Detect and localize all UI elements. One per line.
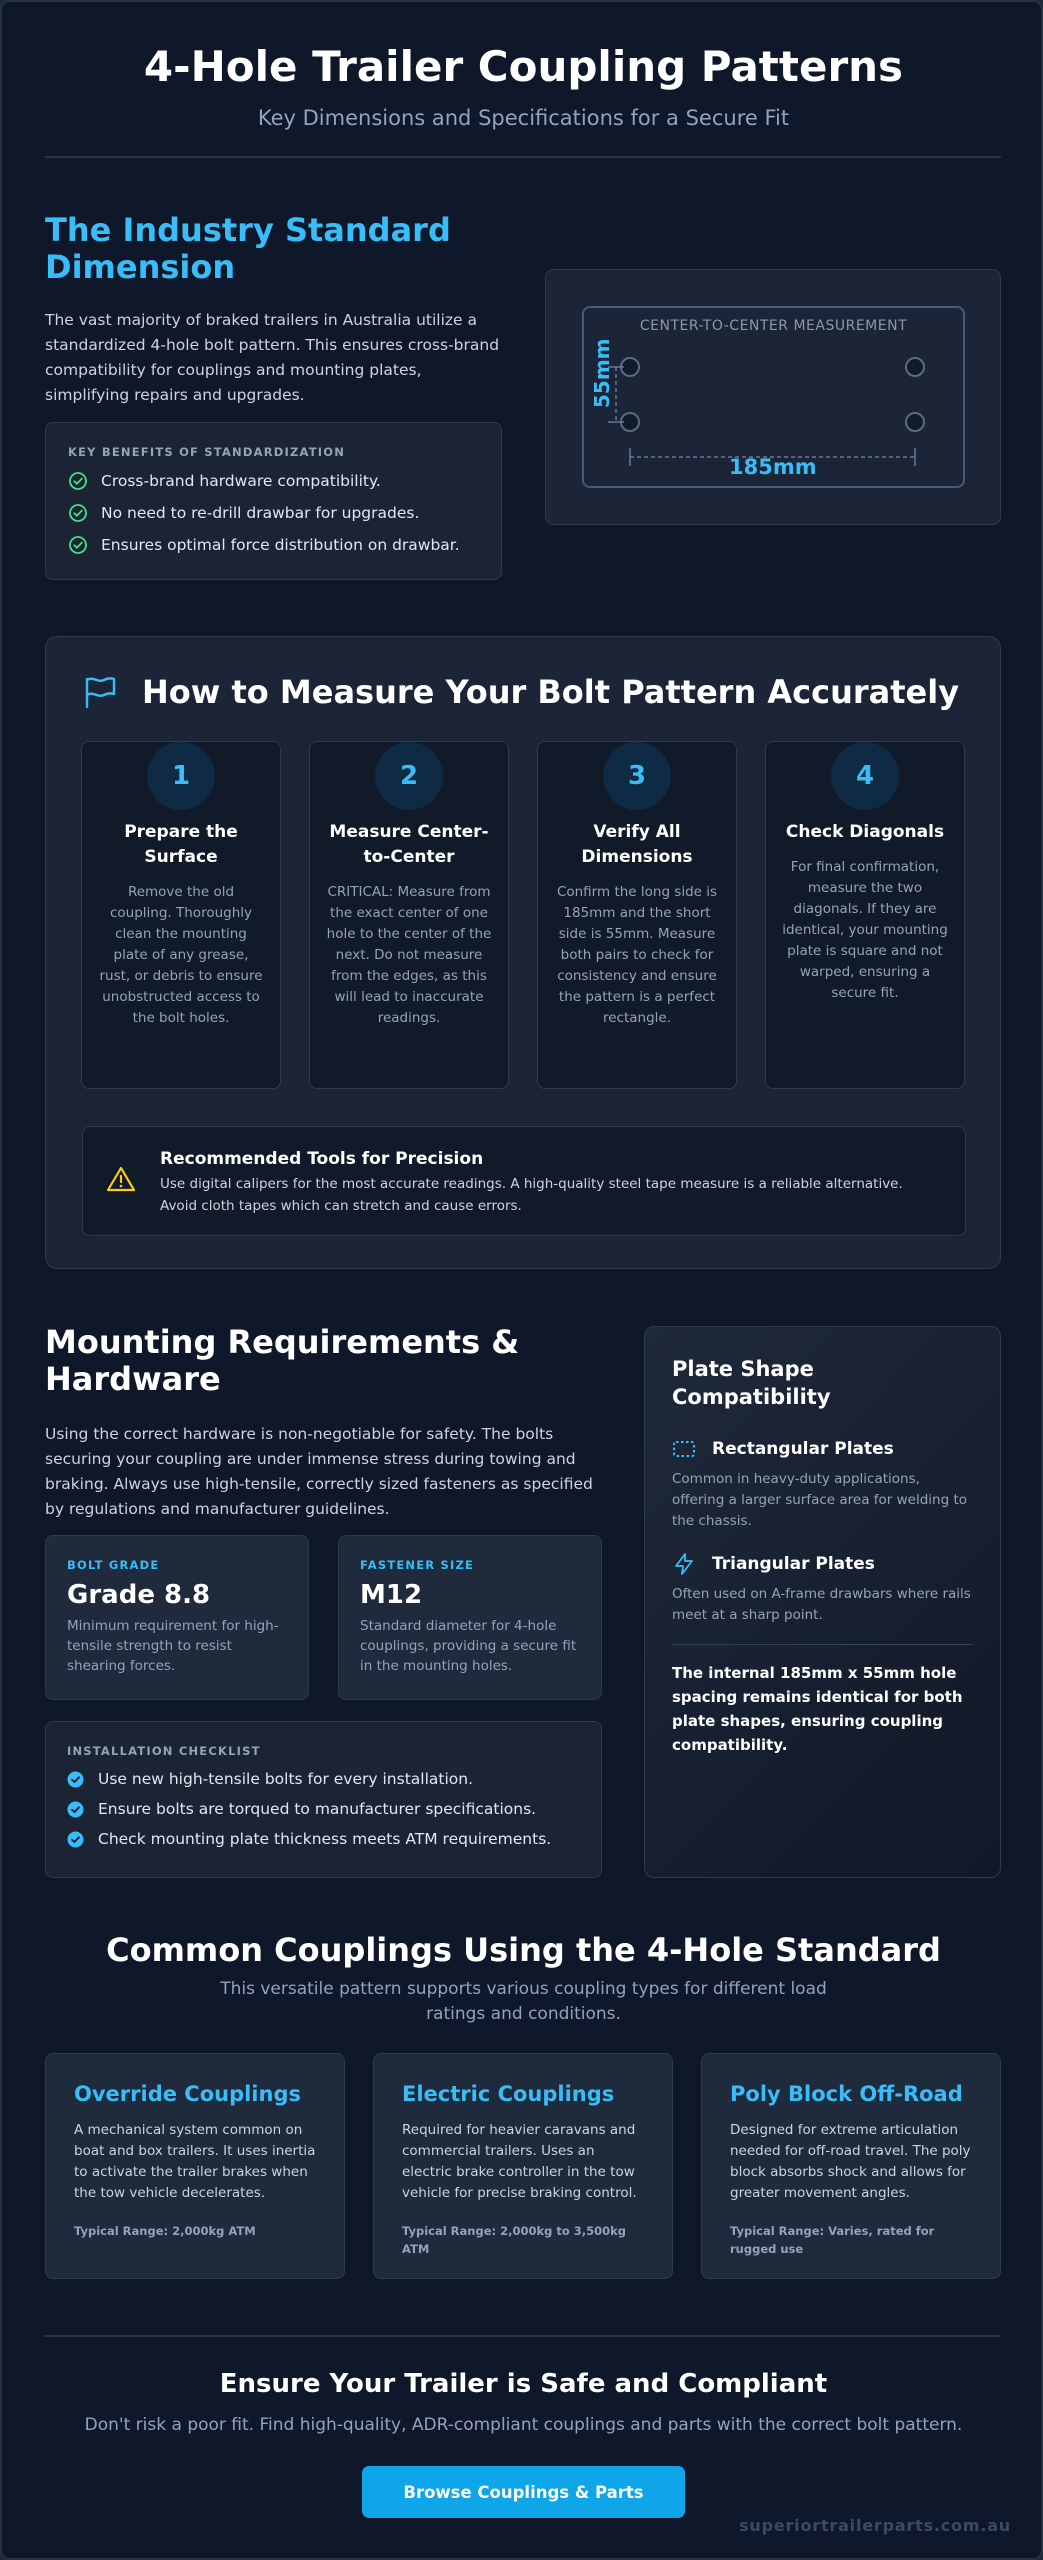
step-text: For final confirmation, measure the two diagonals. If they are identical, your mounting plate is square and not warped, ensuring a secure fit.: [782, 859, 948, 1001]
measure-section: [45, 636, 1001, 1269]
coupling-range: Typical Range: 2,000kg to 3,500kg ATM: [402, 2224, 627, 2256]
shape-title-text: Triangular Plates: [712, 1554, 875, 1574]
page-header: [2, 40, 1043, 132]
page-title: 4-Hole Trailer Coupling Patterns: [143, 42, 904, 91]
benefit-item: [68, 503, 479, 523]
shape-heading: Plate Shape Compatibility: [672, 1357, 831, 1409]
step-number: 3: [603, 742, 671, 810]
standard-body: The vast majority of braked trailers in Australia utilize a standardized 4-hole bolt pattern. This ensures cross-brand compatibility for couplings and mounting plates, simplifying repairs and upgrades.: [45, 311, 500, 404]
bolt-pattern-diagram: [545, 269, 1001, 525]
spec-value: M12: [360, 1580, 423, 1610]
spec-label: BOLT GRADE: [67, 1558, 160, 1572]
cta-text: Don't risk a poor fit. Find high-quality, ADR-compliant couplings and parts with the correct bolt pattern.: [84, 2415, 963, 2435]
coupling-card-electric: [373, 2053, 673, 2279]
short-side-dimension: 55mm: [590, 338, 614, 408]
step-number: 4: [831, 742, 899, 810]
benefit-item: [68, 535, 479, 555]
coupling-text: Required for heavier caravans and commercial trailers. Uses an electric brake controller in the tow vehicle for precise braking control.: [402, 2122, 637, 2201]
spec-card-fastener-size: [338, 1535, 602, 1700]
step-title: Verify All Dimensions: [581, 822, 693, 867]
check-badge-icon: [67, 1831, 84, 1848]
shape-divider: [672, 1644, 973, 1645]
long-side-dimension: 185mm: [729, 455, 817, 479]
spec-card-bolt-grade: [45, 1535, 309, 1700]
step-text: Remove the old coupling. Thoroughly clean the mounting plate of any grease, rust, or debris to ensure unobstructed access to the bolt holes.: [99, 884, 263, 1026]
footer-divider: [45, 2335, 1001, 2337]
shape-compatibility-note: The internal 185mm x 55mm hole spacing remains identical for both plate shapes, ensuring coupling compatibility.: [672, 1664, 963, 1754]
measure-step: [309, 741, 509, 1089]
benefit-text: Ensures optimal force distribution on drawbar.: [101, 536, 460, 554]
benefits-card: [45, 422, 502, 580]
mounting-heading: Mounting Requirements & Hardware: [45, 1323, 520, 1398]
benefits-label: KEY BENEFITS OF STANDARDIZATION: [68, 445, 346, 459]
diagram-caption: CENTER-TO-CENTER MEASUREMENT: [639, 318, 908, 334]
page-subtitle: Key Dimensions and Specifications for a Secure Fit: [257, 106, 790, 130]
mounting-body: Using the correct hardware is non-negotiable for safety. The bolts securing your coupling are under immense stress during towing and braking. Always use high-tensile, correctly sized fasteners as specified by regulations and manufacturer guidelines.: [45, 1425, 593, 1518]
standard-heading: The Industry Standard Dimension: [45, 211, 451, 286]
installation-checklist: [45, 1721, 602, 1878]
mounting-section: [45, 1324, 602, 1522]
check-circle-icon: [68, 503, 88, 523]
step-number: 2: [375, 742, 443, 810]
benefit-text: Cross-brand hardware compatibility.: [101, 472, 381, 490]
rectangle-dashed-icon: [672, 1437, 696, 1461]
measure-step: [765, 741, 965, 1089]
spec-label: FASTENER SIZE: [360, 1558, 475, 1572]
checklist-text: Check mounting plate thickness meets ATM requirements.: [98, 1830, 552, 1848]
coupling-title: Poly Block Off-Road: [730, 2082, 963, 2106]
benefit-item: [68, 471, 479, 491]
coupling-title: Electric Couplings: [402, 2082, 615, 2106]
step-number: 1: [147, 742, 215, 810]
coupling-range: Typical Range: Varies, rated for rugged use: [730, 2224, 935, 2256]
check-badge-icon: [67, 1801, 84, 1818]
spec-text: Minimum requirement for high-tensile strength to resist shearing forces.: [67, 1618, 279, 1674]
measure-step: [81, 741, 281, 1089]
coupling-card-override: [45, 2053, 345, 2279]
cta-section: [2, 2367, 1043, 2435]
tools-callout: [82, 1126, 966, 1236]
checklist-label: INSTALLATION CHECKLIST: [67, 1744, 261, 1758]
browse-couplings-button[interactable]: Browse Couplings & Parts: [362, 2466, 685, 2518]
check-badge-icon: [67, 1771, 84, 1788]
shape-title-text: Rectangular Plates: [712, 1439, 894, 1459]
shape-item-rectangular: [672, 1437, 973, 1532]
warning-icon: [106, 1165, 136, 1193]
site-url: superiortrailerparts.com.au: [739, 2516, 1011, 2535]
header-divider: [45, 156, 1001, 158]
step-title: Check Diagonals: [785, 822, 945, 842]
coupling-text: A mechanical system common on boat and box trailers. It uses inertia to activate the trailer brakes when the tow vehicle decelerates.: [74, 2122, 316, 2201]
checklist-item: [67, 1830, 580, 1848]
step-text: Confirm the long side is 185mm and the short side is 55mm. Measure both pairs to check for consistency and ensure the pattern is a perfect rectangle.: [556, 884, 718, 1026]
measure-header: [82, 673, 959, 711]
shape-text: Common in heavy-duty applications, offering a larger surface area for welding to the chassis.: [672, 1471, 968, 1529]
shape-text: Often used on A-frame drawbars where rails meet at a sharp point.: [672, 1586, 971, 1623]
common-heading: Common Couplings Using the 4-Hole Standard: [106, 1931, 941, 1969]
coupling-text: Designed for extreme articulation needed for off-road travel. The poly block absorbs shock and allows for greater movement angles.: [730, 2122, 971, 2201]
common-subtitle: This versatile pattern supports various coupling types for different load ratings and conditions.: [220, 1979, 827, 2024]
checklist-text: Use new high-tensile bolts for every installation.: [98, 1770, 473, 1788]
plate-shape-card: [644, 1326, 1001, 1878]
check-circle-icon: [68, 471, 88, 491]
step-text: CRITICAL: Measure from the exact center of one hole to the center of the next. Do not measure from the edges, as this will lead to inaccurate readings.: [326, 884, 492, 1026]
checklist-item: [67, 1800, 580, 1818]
coupling-title: Override Couplings: [74, 2082, 301, 2106]
shape-item-triangular: [672, 1552, 973, 1626]
flag-icon: [82, 674, 118, 710]
tools-title: Recommended Tools for Precision: [160, 1149, 484, 1169]
step-title: Measure Center-to-Center: [329, 822, 489, 867]
spec-text: Standard diameter for 4-hole couplings, providing a secure fit in the mounting holes.: [360, 1618, 577, 1674]
coupling-range: Typical Range: 2,000kg ATM: [74, 2224, 256, 2238]
common-couplings-section: [2, 1929, 1043, 2027]
spec-value: Grade 8.8: [67, 1580, 211, 1610]
coupling-card-poly-block: [701, 2053, 1001, 2279]
check-circle-icon: [68, 535, 88, 555]
standard-section: [45, 212, 502, 408]
benefit-text: No need to re-drill drawbar for upgrades.: [101, 504, 420, 522]
tools-text: Use digital calipers for the most accurate readings. A high-quality steel tape measure is a reliable alternative. Avoid cloth tapes which can stretch and cause errors.: [160, 1176, 903, 1214]
mounting-plate: [582, 306, 965, 488]
measure-heading: How to Measure Your Bolt Pattern Accurately: [142, 673, 960, 711]
shape-title: [672, 1552, 973, 1576]
step-title: Prepare the Surface: [124, 822, 238, 867]
lightning-icon: [672, 1552, 696, 1576]
cta-heading: Ensure Your Trailer is Safe and Compliant: [219, 2369, 828, 2399]
measure-step: [537, 741, 737, 1089]
checklist-text: Ensure bolts are torqued to manufacturer specifications.: [98, 1800, 537, 1818]
shape-title: [672, 1437, 973, 1461]
checklist-item: [67, 1770, 580, 1788]
